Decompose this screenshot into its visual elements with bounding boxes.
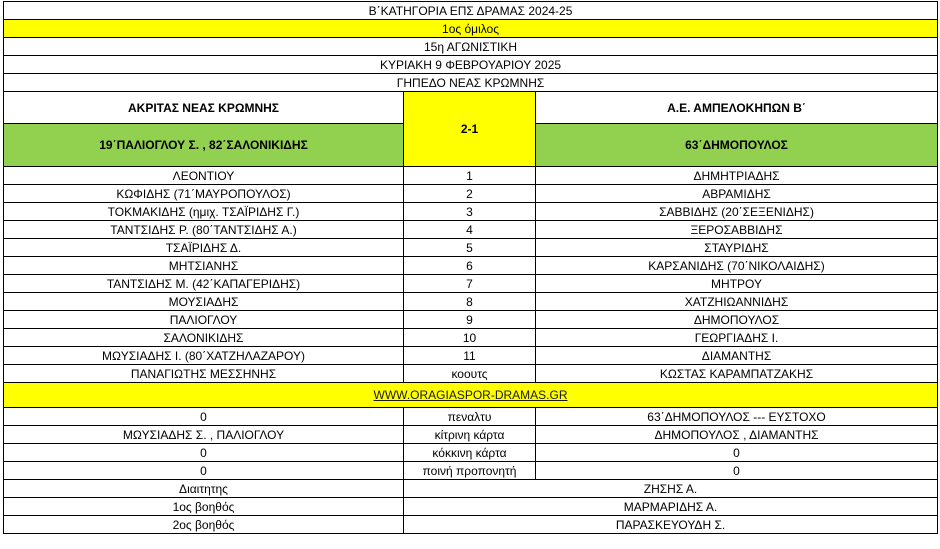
away-stat: ΔΗΜΟΠΟΥΛΟΣ , ΔΙΑΜΑΝΤΗΣ [536, 426, 938, 444]
home-player: ΠΑΛΙΟΓΛΟΥ [4, 311, 404, 329]
official-name: ΜΑΡΜΑΡΙΔΗΣ Α. [404, 498, 938, 516]
player-number: 9 [404, 311, 536, 329]
lineup-row [4, 347, 938, 365]
player-number: 2 [404, 185, 536, 203]
lineup-row [4, 275, 938, 293]
lineup-row [4, 203, 938, 221]
lineup-row [4, 329, 938, 347]
stat-label: κόκκινη κάρτα [404, 444, 536, 462]
home-player: ΜΩΥΣΙΑΔΗΣ Ι. (80΄ΧΑΤΖΗΛΑΖΑΡΟΥ) [4, 347, 404, 365]
home-player: ΜΟΥΣΙΑΔΗΣ [4, 293, 404, 311]
website-banner [4, 383, 938, 408]
home-player: ΚΩΦΙΔΗΣ (71΄ΜΑΥΡΟΠΟΥΛΟΣ) [4, 185, 404, 203]
lineup-row [4, 239, 938, 257]
away-player: ΜΗΤΡΟΥ [536, 275, 938, 293]
home-stat: 0 [4, 462, 404, 480]
away-player: ΣΤΑΥΡΙΔΗΣ [536, 239, 938, 257]
stats-row-penalty [4, 408, 938, 426]
player-number: 1 [404, 167, 536, 185]
stadium-name: ΓΗΠΕΔΟ ΝΕΑΣ ΚΡΩΜΝΗΣ [4, 74, 938, 92]
official-role: Διαιτητης [4, 480, 404, 498]
stats-row-coach-penalty [4, 462, 938, 480]
lineup-row [4, 257, 938, 275]
website-link[interactable]: WWW.ORAGIASPOR-DRAMAS.GR [373, 388, 568, 402]
home-player: ΜΗΤΣΙΑΝΗΣ [4, 257, 404, 275]
away-stat: 63΄ΔΗΜΟΠΟΥΛΟΣ --- ΕΥΣΤΟΧΟ [536, 408, 938, 426]
lineup-row [4, 311, 938, 329]
away-coach: ΚΩΣΤΑΣ ΚΑΡΑΜΠΑΤΖΑΚΗΣ [536, 365, 938, 383]
official-role: 2ος βοηθός [4, 516, 404, 534]
matchday-title: 15η ΑΓΩΝΙΣΤΙΚΗ [4, 38, 938, 56]
player-number: 5 [404, 239, 536, 257]
lineup-row [4, 167, 938, 185]
official-role: 1ος βοηθός [4, 498, 404, 516]
away-player: ΔΗΜΟΠΟΥΛΟΣ [536, 311, 938, 329]
lineup-row [4, 185, 938, 203]
player-number: 7 [404, 275, 536, 293]
player-number: 8 [404, 293, 536, 311]
official-name: ΖΗΣΗΣ Α. [404, 480, 938, 498]
away-stat: 0 [536, 444, 938, 462]
match-date: ΚΥΡΙΑΚΗ 9 ΦΕΒΡΟΥΑΡΙΟΥ 2025 [4, 56, 938, 74]
home-scorers: 19΄ΠΑΛΙΟΓΛΟΥ Σ. , 82΄ΣΑΛΟΝΙΚΙΔΗΣ [4, 124, 404, 167]
match-report-table [3, 1, 938, 534]
away-player: ΑΒΡΑΜΙΔΗΣ [536, 185, 938, 203]
official-name: ΠΑΡΑΣΚΕΥΟΥΔΗ Σ. [404, 516, 938, 534]
home-player: ΤΑΝΤΣΙΔΗΣ Ρ. (80΄ΤΑΝΤΣΙΔΗΣ Α.) [4, 221, 404, 239]
home-stat: 0 [4, 408, 404, 426]
league-title: Β΄ΚΑΤΗΓΟΡΙΑ ΕΠΣ ΔΡΑΜΑΣ 2024-25 [4, 2, 938, 20]
official-row-assistant-2 [4, 516, 938, 534]
home-player: ΤΣΑΪΡΙΔΗΣ Δ. [4, 239, 404, 257]
away-team-name: Α.Ε. ΑΜΠΕΛΟΚΗΠΩΝ Β΄ [536, 92, 938, 124]
away-stat: 0 [536, 462, 938, 480]
final-score: 2-1 [404, 92, 536, 167]
official-row-referee [4, 480, 938, 498]
stats-row-yellow-card [4, 426, 938, 444]
home-player: ΛΕΟΝΤΙΟΥ [4, 167, 404, 185]
player-number: 3 [404, 203, 536, 221]
away-player: ΓΕΩΡΓΙΑΔΗΣ Ι. [536, 329, 938, 347]
away-player: ΚΑΡΣΑΝΙΔΗΣ (70΄ΝΙΚΟΛΑΙΔΗΣ) [536, 257, 938, 275]
coach-label: κοουτς [404, 365, 536, 383]
stat-label: ποινή προπονητή [404, 462, 536, 480]
away-player: ΣΑΒΒΙΔΗΣ (20΄ΣΕΞΕΝΙΔΗΣ) [536, 203, 938, 221]
coaches-row [4, 365, 938, 383]
home-stat: 0 [4, 444, 404, 462]
lineup-row [4, 221, 938, 239]
player-number: 11 [404, 347, 536, 365]
home-player: ΤΑΝΤΣΙΔΗΣ Μ. (42΄ΚΑΠΑΓΕΡΙΔΗΣ) [4, 275, 404, 293]
home-team-name: ΑΚΡΙΤΑΣ ΝΕΑΣ ΚΡΩΜΝΗΣ [4, 92, 404, 124]
away-player: ΔΙΑΜΑΝΤΗΣ [536, 347, 938, 365]
home-player: ΤΟΚΜΑΚΙΔΗΣ (ημιχ. ΤΣΑΪΡΙΔΗΣ Γ.) [4, 203, 404, 221]
home-stat: ΜΩΥΣΙΑΔΗΣ Σ. , ΠΑΛΙΟΓΛΟΥ [4, 426, 404, 444]
away-player: ΞΕΡΟΣΑΒΒΙΔΗΣ [536, 221, 938, 239]
player-number: 10 [404, 329, 536, 347]
away-player: ΧΑΤΖΗΙΩΑΝΝΙΔΗΣ [536, 293, 938, 311]
away-scorers: 63΄ΔΗΜΟΠΟΥΛΟΣ [536, 124, 938, 167]
home-coach: ΠΑΝΑΓΙΩΤΗΣ ΜΕΣΣΗΝΗΣ [4, 365, 404, 383]
stats-row-red-card [4, 444, 938, 462]
stat-label: κίτρινη κάρτα [404, 426, 536, 444]
official-row-assistant-1 [4, 498, 938, 516]
lineup-row [4, 293, 938, 311]
player-number: 4 [404, 221, 536, 239]
away-player: ΔΗΜΗΤΡΙΑΔΗΣ [536, 167, 938, 185]
home-player: ΣΑΛΟΝΙΚΙΔΗΣ [4, 329, 404, 347]
player-number: 6 [404, 257, 536, 275]
group-title: 1ος όμιλος [4, 20, 938, 38]
stat-label: πεναλτυ [404, 408, 536, 426]
